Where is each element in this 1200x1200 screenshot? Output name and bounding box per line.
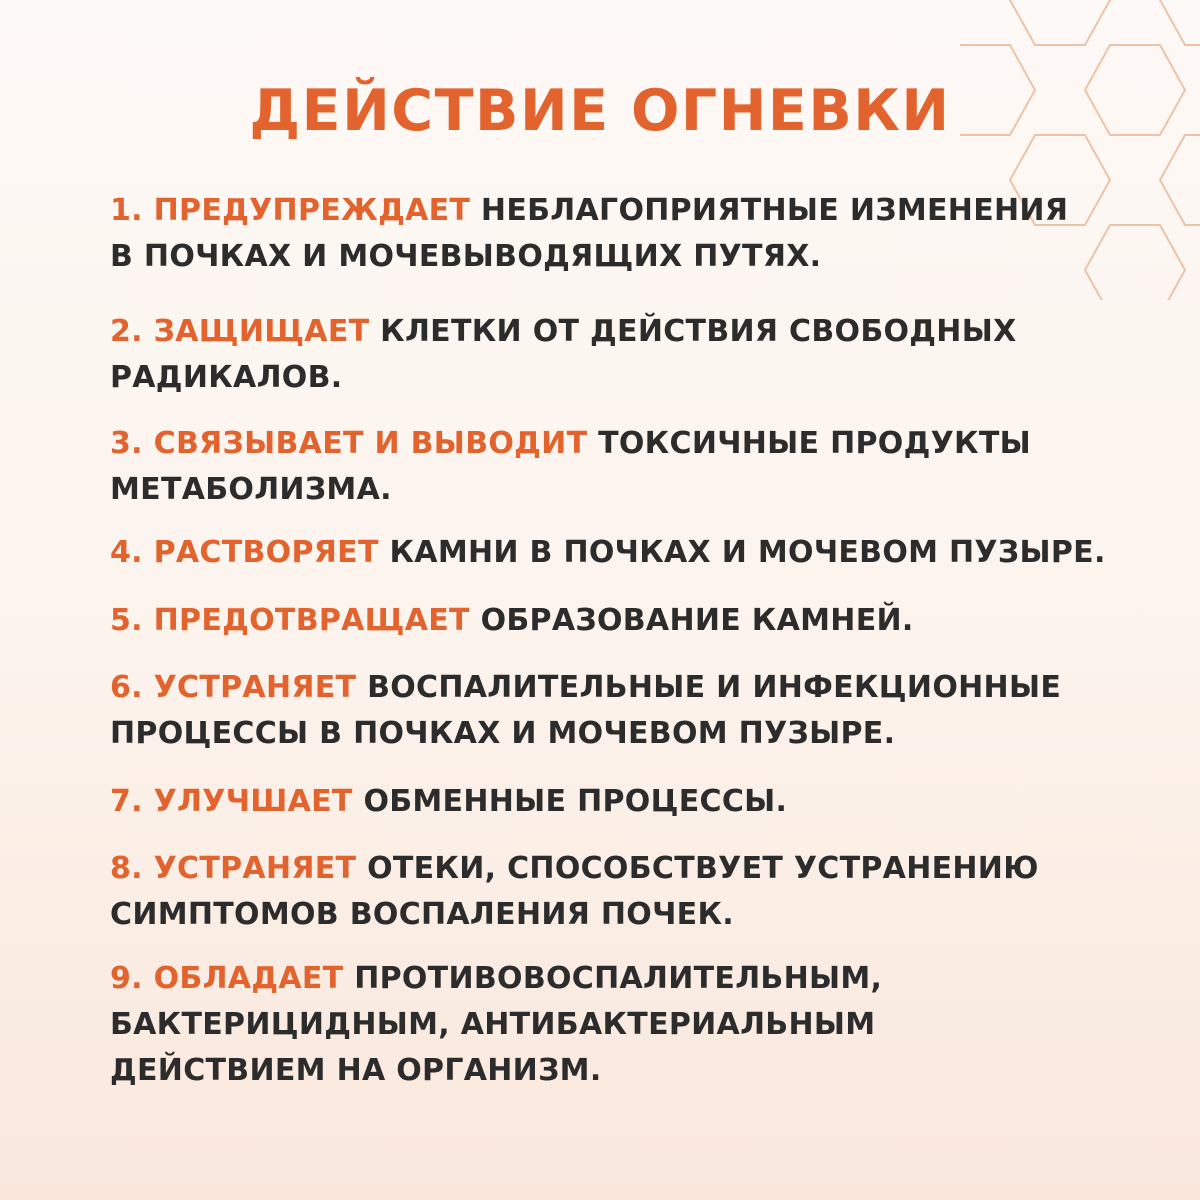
benefit-text: ПРОТИВОВОСПАЛИТЕЛЬНЫМ,: [354, 961, 883, 996]
benefit-verb: ОБЛАДАЕТ: [153, 961, 344, 996]
benefit-text: РАДИКАЛОВ.: [110, 360, 343, 395]
benefit-verb: УЛУЧШАЕТ: [153, 784, 353, 819]
benefit-item-1: [110, 188, 1070, 280]
benefit-line: [110, 309, 1070, 355]
benefit-text: ВОСПАЛИТЕЛЬНЫЕ И ИНФЕКЦИОННЫЕ: [367, 670, 1062, 705]
benefit-item-2: [110, 309, 1070, 401]
benefit-line: [110, 421, 1070, 467]
benefit-item-5: [110, 598, 1070, 644]
benefit-number: 9.: [110, 961, 143, 996]
benefit-line: [110, 530, 1106, 576]
benefit-text: КЛЕТКИ ОТ ДЕЙСТВИЯ СВОБОДНЫХ: [380, 314, 1017, 349]
benefit-number: 3.: [110, 426, 143, 461]
benefit-line: [110, 846, 1070, 892]
benefit-item-8: [110, 846, 1070, 938]
benefit-text: ОТЕКИ, СПОСОБСТВУЕТ УСТРАНЕНИЮ: [367, 851, 1039, 886]
benefit-text: ОБМЕННЫЕ ПРОЦЕССЫ.: [363, 784, 788, 819]
benefit-number: 6.: [110, 670, 143, 705]
benefit-line: [110, 779, 1070, 825]
benefit-item-7: [110, 779, 1070, 825]
benefit-item-9: [110, 956, 1070, 1094]
benefit-text: ДЕЙСТВИЕМ НА ОРГАНИЗМ.: [110, 1053, 602, 1088]
benefit-item-6: [110, 665, 1070, 757]
benefit-verb: УСТРАНЯЕТ: [153, 670, 357, 705]
benefit-number: 8.: [110, 851, 143, 886]
benefit-line: [110, 665, 1070, 711]
benefit-text: ТОКСИЧНЫЕ ПРОДУКТЫ: [598, 426, 1032, 461]
benefit-text: МЕТАБОЛИЗМА.: [110, 472, 392, 507]
benefit-item-4: [110, 530, 1106, 576]
benefit-verb: ПРЕДУПРЕЖДАЕТ: [153, 193, 471, 228]
page-title: ДЕЙСТВИЕ ОГНЕВКИ: [249, 78, 951, 144]
benefit-number: 4.: [110, 535, 143, 570]
benefit-verb: РАСТВОРЯЕТ: [153, 535, 379, 570]
benefit-text: НЕБЛАГОПРИЯТНЫЕ ИЗМЕНЕНИЯ: [480, 193, 1069, 228]
benefit-text: ПРОЦЕССЫ В ПОЧКАХ И МОЧЕВОМ ПУЗЫРЕ.: [110, 716, 896, 751]
benefit-verb: УСТРАНЯЕТ: [153, 851, 357, 886]
benefit-number: 7.: [110, 784, 143, 819]
benefit-number: 5.: [110, 603, 143, 638]
benefit-item-3: [110, 421, 1070, 513]
benefit-text: В ПОЧКАХ И МОЧЕВЫВОДЯЩИХ ПУТЯХ.: [110, 239, 822, 274]
benefit-text: СИМПТОМОВ ВОСПАЛЕНИЯ ПОЧЕК.: [110, 897, 734, 932]
benefit-line: [110, 598, 1070, 644]
benefit-verb: ЗАЩИЩАЕТ: [153, 314, 370, 349]
benefit-number: 1.: [110, 193, 143, 228]
benefit-verb: СВЯЗЫВАЕТ И ВЫВОДИТ: [153, 426, 588, 461]
benefit-text: БАКТЕРИЦИДНЫМ, АНТИБАКТЕРИАЛЬНЫМ: [110, 1007, 876, 1042]
benefit-line: [110, 956, 1070, 1002]
benefit-number: 2.: [110, 314, 143, 349]
benefit-text: КАМНИ В ПОЧКАХ И МОЧЕВОМ ПУЗЫРЕ.: [389, 535, 1106, 570]
benefit-text: ОБРАЗОВАНИЕ КАМНЕЙ.: [480, 603, 914, 638]
benefit-verb: ПРЕДОТВРАЩАЕТ: [153, 603, 470, 638]
benefit-line: [110, 188, 1070, 234]
